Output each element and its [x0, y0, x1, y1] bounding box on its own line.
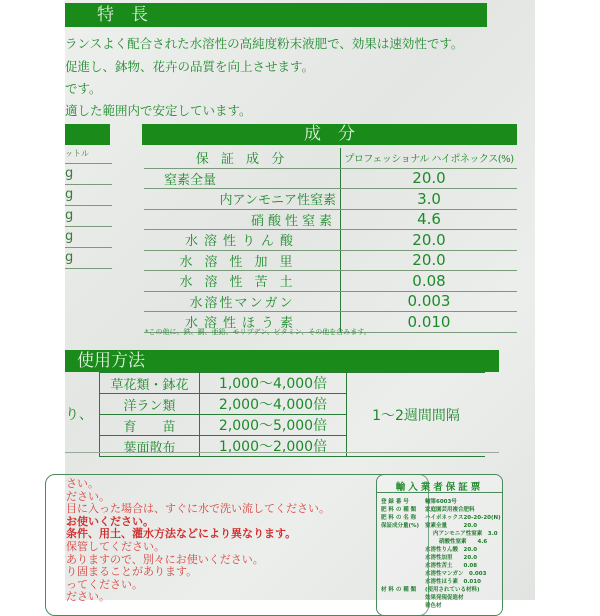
table-row: 水溶性苦土 0.08: [144, 271, 517, 292]
table-row: 水溶性りん酸 20.0: [144, 230, 517, 251]
composition-title: 成 分: [304, 124, 355, 144]
composition-header: [142, 124, 517, 145]
table-row: 葉面散布 1,000〜2,000倍: [100, 436, 486, 457]
left-table-cell: g: [65, 206, 112, 227]
warning-line: ありますので、別々にお使いください。: [66, 553, 264, 566]
importer-title-divider: [377, 492, 502, 493]
warnings-box: [45, 474, 429, 616]
table-row: 育 苗 2,000〜5,000倍: [100, 415, 486, 436]
features-title: 特 長: [97, 5, 148, 25]
warning-line: り固まることがあります。: [66, 565, 198, 578]
usage-title: 使用方法: [77, 351, 145, 371]
feature-line: です。: [65, 81, 102, 96]
left-table-unit: ットル: [65, 144, 112, 164]
left-table-cell: g: [65, 164, 112, 185]
table-row: 硝酸性窒素 4.6: [144, 209, 517, 230]
table-row: 草花類・鉢花 1,000〜4,000倍 1〜2週間間隔: [100, 373, 486, 394]
usage-divider: [65, 452, 499, 453]
left-table-cell: g: [65, 248, 112, 269]
composition-table: [144, 148, 517, 333]
left-table-header: [65, 124, 110, 145]
warning-line: お使いください。: [66, 515, 154, 528]
table-row: 水溶性ほう素 0.010: [144, 312, 517, 333]
warning-line: 目に入った場合は、すぐに水で洗い流してください。: [66, 502, 330, 515]
feature-line: 促進し、鉢物、花卉の品質を向上させます。: [65, 59, 315, 74]
usage-table: [99, 372, 485, 457]
table-row: 窒素全量 20.0: [144, 168, 517, 189]
table-row: 洋ラン類 2,000〜4,000倍: [100, 394, 486, 415]
usage-interval: 1〜2週間間隔: [347, 373, 486, 457]
feature-line: ランスよく配合された水溶性の高純度粉末液肥で、効果は速効性です。: [65, 36, 464, 51]
importer-title: 輸入業者保証票: [395, 482, 484, 493]
left-table-cell: g: [65, 185, 112, 206]
fertilizer-label: [65, 0, 535, 609]
warning-line: 条件、用土、灌水方法などにより異なります。: [66, 527, 297, 540]
usage-left-fragment: り、: [65, 407, 93, 423]
usage-header: [65, 350, 499, 372]
importer-guarantee-box: 輸入業者保証票 登 録 番 号 輸第6003号 肥 料 の 種 類 家庭園芸用複合肥料 肥 料 の 名 称 ハイポネックス20-20-20(N) 保証成分量(%) 窒素全量 20.0 内アンモニア性窒素 3.0 硝酸性窒素 4.6 水溶性りん酸 20.0 水溶性加里 20.0 水溶性苦土 0.08 水溶性マンガン 0.003 水溶性ほう素 0.010 材 料 の 種 類 (使用されている材料) 効果発現促進材 着色材: [376, 474, 503, 616]
features-header: [65, 3, 487, 27]
header-guaranteed-components: 保 証 成 分: [144, 148, 341, 168]
warning-line: ださい。: [66, 590, 110, 603]
left-table-cell: g: [65, 227, 112, 248]
table-row: 内アンモニア性窒素 3.0: [144, 189, 517, 210]
table-row: 水溶性マンガン 0.003: [144, 291, 517, 312]
table-row: 水溶性加里 20.0: [144, 250, 517, 271]
warning-line: ださい。: [66, 490, 110, 503]
left-table: [65, 144, 112, 269]
warning-line: 保管してください。: [66, 540, 165, 553]
feature-line: 適した範囲内で安定しています。: [65, 103, 252, 118]
composition-note: *この他に、鉄、銅、亜鉛、モリブデン、ビタミン、その他を含みます。: [145, 328, 371, 336]
composition-header-row: [144, 148, 517, 168]
warning-line: さい。: [66, 477, 99, 490]
warning-line: ってください。: [66, 578, 143, 591]
header-product-percent: プロフェッショナル ハイポネックス(%): [341, 148, 518, 168]
